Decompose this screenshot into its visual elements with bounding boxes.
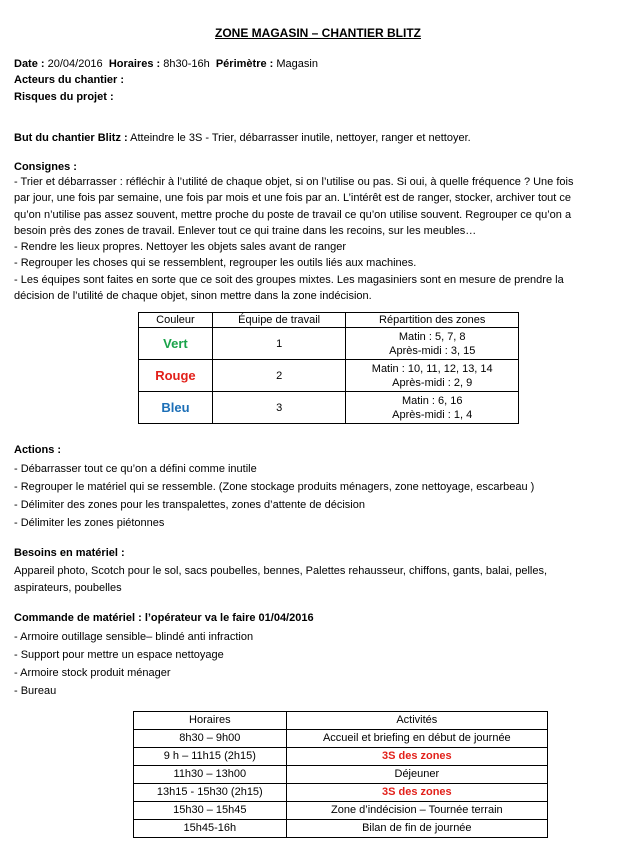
besoins-paragraph (14, 563, 626, 597)
but-line (14, 131, 471, 145)
risques-label: Risques du projet : (14, 91, 114, 103)
schedule-time: 15h45-16h (134, 820, 287, 838)
consignes-line: besoin près des zones de travail. Enlever tout ce qui traine dans les recoins, sur les meubles… (14, 224, 477, 237)
schedule-activity: 3S des zones (286, 748, 547, 766)
besoins-heading: Besoins en matériel : (14, 547, 125, 559)
zones-apres-midi: Après-midi : 3, 15 (389, 344, 476, 357)
list-item: - Délimiter des zones pour les transpalettes, zones d’attente de décision (14, 499, 365, 511)
header-horaires: Horaires (134, 712, 287, 730)
table-row (134, 820, 548, 838)
consignes-line: - Regrouper les choses qui se ressemblent, regrouper les outils liés aux machines. (14, 257, 417, 270)
list-item: - Débarrasser tout ce qu’on a défini comme inutile (14, 463, 257, 475)
team-zones (346, 328, 519, 360)
consignes-line: - Les équipes sont faites en sorte que ce soit des groupes mixtes. Les magasiniers sont en mesure de prendre la (14, 273, 564, 286)
horaires-label: Horaires : (108, 58, 161, 70)
header-repartition: Répartition des zones (346, 313, 519, 328)
table-row (134, 748, 548, 766)
team-zones (346, 360, 519, 392)
schedule-time: 8h30 – 9h00 (134, 730, 287, 748)
schedule-table (133, 711, 548, 838)
commande-heading: Commande de matériel : l’opérateur va le faire 01/04/2016 (14, 612, 314, 624)
table-row (134, 784, 548, 802)
table-row (134, 766, 548, 784)
but-label: But du chantier Blitz : (14, 132, 128, 144)
team-number: 3 (212, 392, 346, 424)
besoins-line: Appareil photo, Scotch pour le sol, sacs poubelles, bennes, Palettes rehausseur, chiffons, gants, balai, pelles, (14, 565, 548, 577)
but-text: Atteindre le 3S - Trier, débarrasser inutile, nettoyer, ranger et nettoyer. (127, 132, 471, 144)
schedule-activity: Déjeuner (286, 766, 547, 784)
perimetre-label: Périmètre : (215, 58, 274, 70)
consignes-line: par jour, une fois par semaine, une fois par mois et une fois par an. L’intérêt est de ranger, stocker, archiver tout ce (14, 192, 572, 205)
header-info-line (14, 57, 318, 71)
list-item: - Support pour mettre un espace nettoyage (14, 649, 224, 661)
consignes-paragraph (14, 174, 626, 304)
date-value: 20/04/2016 (44, 58, 103, 70)
header-couleur: Couleur (139, 313, 213, 328)
schedule-time: 13h15 - 15h30 (2h15) (134, 784, 287, 802)
table-row (134, 802, 548, 820)
table-row (134, 730, 548, 748)
zones-matin: Matin : 5, 7, 8 (398, 330, 466, 343)
consignes-line: qu’on n’utilise pas assez souvent, mettre proche du poste de travail ce qu’on utilise souvent. Regrouper ce qu’on a (14, 208, 572, 221)
perimetre-value: Magasin (273, 58, 318, 70)
list-item: - Armoire stock produit ménager (14, 667, 171, 679)
schedule-time: 11h30 – 13h00 (134, 766, 287, 784)
team-color-name: Bleu (139, 392, 213, 424)
horaires-value: 8h30-16h (160, 58, 210, 70)
page-title: ZONE MAGASIN – CHANTIER BLITZ (215, 26, 421, 40)
consignes-line: décision de l’utilité de chaque objet, sinon mettre dans la zone indécision. (14, 290, 372, 303)
list-item: - Délimiter les zones piétonnes (14, 517, 165, 529)
list-item: - Regrouper le matériel qui se ressemble. (Zone stockage produits ménagers, zone nettoyage, escarbeau ) (14, 481, 535, 493)
schedule-table-header (134, 712, 548, 730)
date-label: Date : (14, 58, 45, 70)
list-item: - Armoire outillage sensible– blindé anti infraction (14, 631, 254, 643)
team-zones (346, 392, 519, 424)
team-number: 1 (212, 328, 346, 360)
schedule-activity: Bilan de fin de journée (286, 820, 547, 838)
schedule-time: 15h30 – 15h45 (134, 802, 287, 820)
consignes-line: - Trier et débarrasser : réfléchir à l’utilité de chaque objet, si on l’utilise ou pas. Si oui, à quelle fréquence ? Une fois (14, 176, 574, 188)
zones-apres-midi: Après-midi : 2, 9 (392, 376, 473, 389)
team-color-name: Vert (139, 328, 213, 360)
actions-list (14, 460, 626, 532)
commande-list (14, 628, 626, 700)
schedule-time: 9 h – 11h15 (2h15) (134, 748, 287, 766)
zones-apres-midi: Après-midi : 1, 4 (392, 408, 473, 421)
acteurs-label: Acteurs du chantier : (14, 74, 125, 86)
table-row (139, 328, 519, 360)
table-row (139, 392, 519, 424)
consignes-heading: Consignes : (14, 161, 77, 173)
team-color-name: Rouge (139, 360, 213, 392)
consignes-line: - Rendre les lieux propres. Nettoyer les objets sales avant de ranger (14, 241, 347, 254)
header-activites: Activités (286, 712, 547, 730)
actions-heading: Actions : (14, 444, 62, 456)
zones-matin: Matin : 10, 11, 12, 13, 14 (371, 362, 493, 375)
teams-table-header (139, 313, 519, 328)
team-number: 2 (212, 360, 346, 392)
table-row (139, 360, 519, 392)
header-equipe: Équipe de travail (212, 313, 346, 328)
schedule-activity: Zone d’indécision – Tournée terrain (286, 802, 547, 820)
zones-matin: Matin : 6, 16 (401, 394, 463, 407)
list-item: - Bureau (14, 685, 57, 697)
besoins-line: aspirateurs, poubelles (14, 582, 122, 594)
teams-table (138, 312, 519, 424)
schedule-activity: Accueil et briefing en début de journée (286, 730, 547, 748)
schedule-activity: 3S des zones (286, 784, 547, 802)
